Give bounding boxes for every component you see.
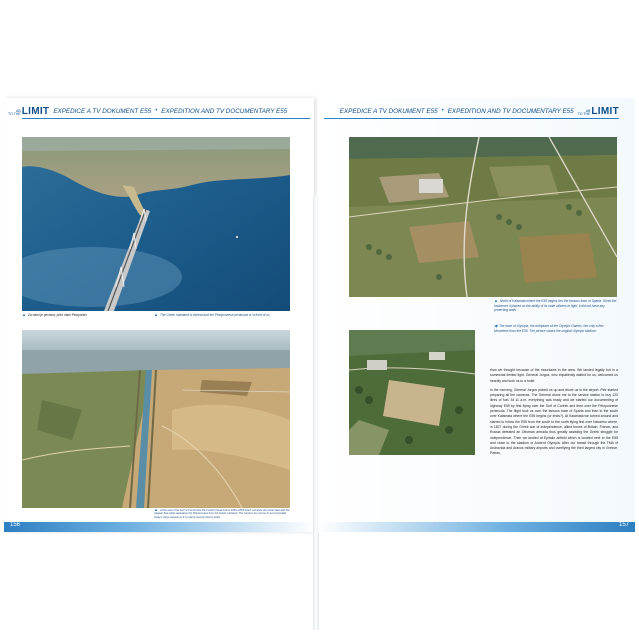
- brand-small-to-the: TO THE: [577, 112, 591, 116]
- header-title-en: EXPEDITION AND TV DOCUMENTARY E55: [447, 107, 574, 115]
- corinth-canal-aerial-photo: [22, 330, 290, 508]
- canal-caption-en-text: At the end of the Gulf of Corinth lies the Corinth Canal built in 1881–1893 which connects the Ionian Sea with the Aegean Sea while separating the Peloponnese from the Greek mainland. The Canal is too narrow to accommodate today's cargo vessels so it is mainly used by leisure boats: [154, 509, 290, 519]
- right-page-header: [340, 105, 619, 117]
- bridge-caption-en: ▲ The Greek mainland is behind and the Peloponnese peninsula is in front of us: [154, 312, 270, 317]
- triangle-left-bullet-icon: ◀: [494, 323, 498, 328]
- header-separator: •: [441, 108, 444, 114]
- body-paragraph: than we thought because of the mountains in the area. We landed legally but in a somewhat limited light. General Jorgos, who impatiently waited for us, welcomed us heartily and took us to a hotel.: [490, 368, 618, 383]
- bridge-caption-cz: ▲ Za námi je pevnina, před námi Peloponés: [22, 312, 87, 317]
- brand-small-to-the: TO THE: [8, 112, 21, 116]
- triangle-bullet-icon: ▲: [494, 298, 498, 303]
- left-bottom-band: [4, 522, 314, 532]
- brand-small-ab: AB: [585, 108, 591, 113]
- right-page: [318, 98, 635, 532]
- right-bottom-band: [318, 522, 635, 532]
- sparta-caption-en: ▲ North of Kalamata where the E55 begins lies the famous town of Sparta. Given the insistence it placed on the ability of its male citizens to fight, it did not have any protecting walls: [494, 298, 617, 312]
- left-page-header: [8, 105, 287, 117]
- brand-limit: LIMIT: [21, 105, 50, 117]
- sparta-aerial-photo: [349, 137, 617, 297]
- right-page-number: 157: [618, 522, 629, 528]
- olympia-caption-en: ◀ The town of Olympia, the birthplace of the Olympic Games, lies only a few kilometres from the E55. The picture shows the original Olympic stadium: [494, 323, 604, 333]
- brand-limit: LIMIT: [591, 105, 619, 117]
- left-page: [4, 98, 314, 532]
- brand-small-ab: AB: [16, 108, 21, 113]
- left-page-number: 156: [10, 522, 21, 528]
- header-title-cz: EXPEDICE A TV DOKUMENT E55: [339, 107, 438, 115]
- olympia-aerial-photo: [349, 330, 475, 455]
- header-separator: •: [155, 108, 158, 114]
- triangle-bullet-icon: ▲: [154, 508, 158, 512]
- triangle-bullet-icon: ▲: [22, 312, 26, 317]
- header-rule: [324, 118, 619, 119]
- to-the-limit-logo: [578, 106, 619, 117]
- header-rule: [22, 118, 310, 119]
- header-title-cz: EXPEDICE A TV DOKUMENT E55: [53, 107, 152, 115]
- bridge-aerial-photo: [22, 137, 290, 311]
- header-title-en: EXPEDITION AND TV DOCUMENTARY E55: [161, 107, 288, 115]
- triangle-bullet-icon: ▲: [154, 312, 158, 317]
- body-text-en: [490, 368, 618, 461]
- book-spread: [0, 98, 639, 532]
- to-the-limit-logo: [8, 106, 49, 117]
- body-paragraph: In the morning, General Jorgos picked us up and drove us to the airport. Petr started preparing all the cameras. The General drove me to the service station to buy 120 litres of fuel. At 11 a.m. everything was ready and we started our documenting of highway E55 by first flying over the Gulf of Corinth and then over the Peloponnese peninsula. The flight took us over the famous town of Sparta and then to the south over Kalamata where the E55 begins (or ends?). At Kalamata we turned around and started to follow the E55 from the south to the north flying first over Navarino where, in 1827 during the Greek war of independence, allied forces of Britain, France, and Russia defeated an Ottoman armada thus greatly assisting the Greek struggle for independence. Then we landed at Epitalio airfield which is located next to the E55 and close to the stadium of Ancient Olympia. After our transit through the TMA of Andravida and Araxos military airports and overflying the third largest city in Greece, Patras,: [490, 387, 618, 456]
